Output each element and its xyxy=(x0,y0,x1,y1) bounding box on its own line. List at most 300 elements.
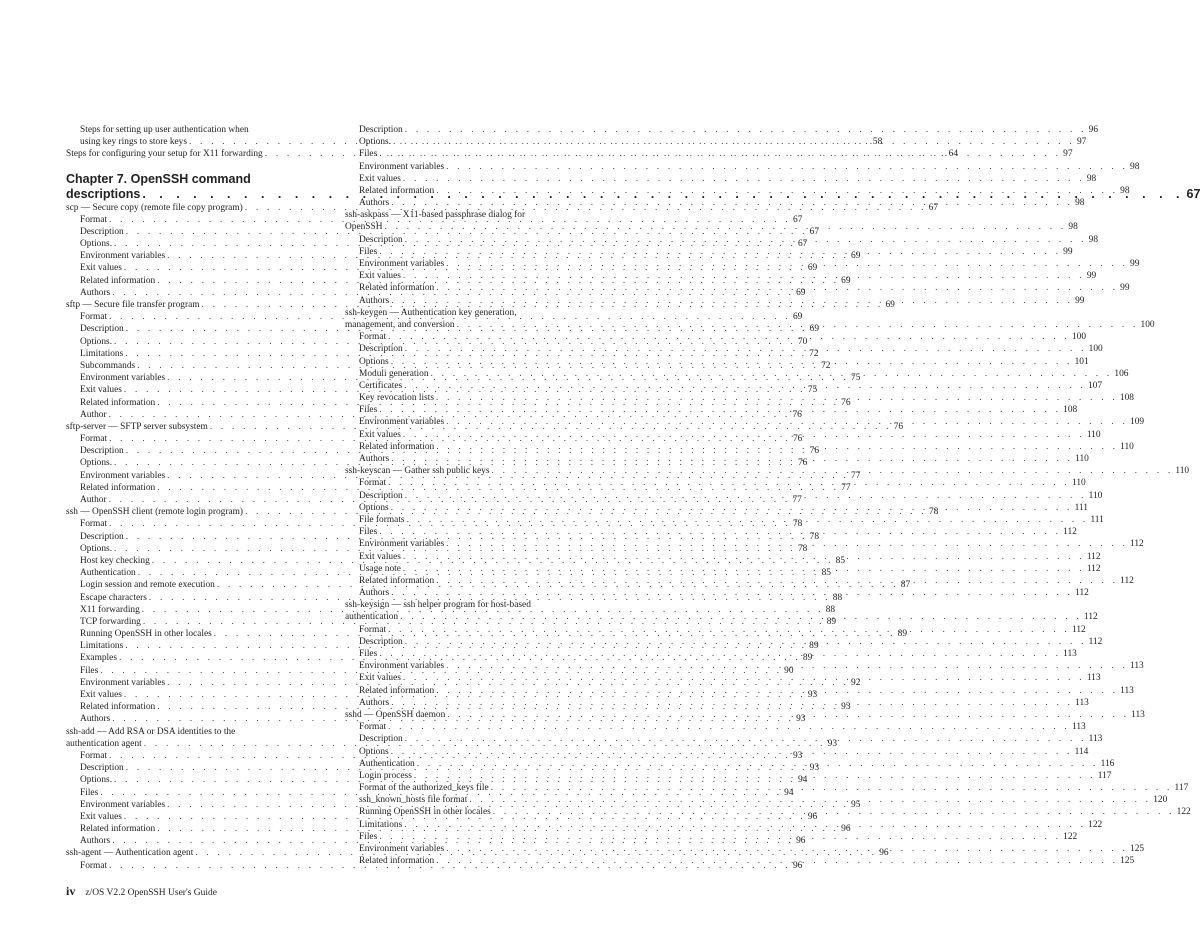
toc-entry-label: Running OpenSSH in other locales xyxy=(80,629,212,640)
toc-entry-label: Authors xyxy=(359,697,390,708)
toc-entry-page: 108 xyxy=(1119,393,1134,404)
toc-entry-label: Environment variables xyxy=(359,539,445,550)
toc-entry-label: Related information xyxy=(359,283,435,294)
toc-entry-label: Description xyxy=(359,490,403,501)
toc-entry-page: 112 xyxy=(1084,612,1098,623)
toc-entry-page: 90 xyxy=(784,665,794,676)
chapter-entry-label: descriptions xyxy=(66,186,141,201)
toc-entry-label: Related information xyxy=(359,685,435,696)
toc-entry-page: 107 xyxy=(1088,380,1103,391)
dot-leader xyxy=(398,611,1084,623)
toc-entry-label: authentication agent xyxy=(66,738,142,749)
toc-entry-label: Description xyxy=(359,124,403,135)
toc-entry-page: 110 xyxy=(1086,429,1101,440)
toc-entry-label: Related information xyxy=(359,441,435,452)
toc-entry-page: 93 xyxy=(807,690,818,701)
toc-entry-page: 76 xyxy=(792,409,802,420)
toc-entry-page: 67 xyxy=(792,214,803,225)
dot-leader xyxy=(386,721,1072,733)
dot-leader xyxy=(386,477,1072,489)
dot-leader xyxy=(377,404,1063,416)
toc-entry-label: Exit values xyxy=(80,811,122,822)
toc-entry-label: Files xyxy=(80,787,99,798)
toc-entry-page: 92 xyxy=(851,677,861,688)
toc-entry-page: 93 xyxy=(809,763,820,774)
toc-entry-page: 112 xyxy=(1071,624,1086,635)
toc-entry-label: Format xyxy=(80,750,108,761)
toc-entry-label: Login process xyxy=(359,770,412,781)
toc-entry-page: 93 xyxy=(796,714,806,725)
toc-entry-page: 122 xyxy=(1176,807,1191,818)
toc-entry-page: 69 xyxy=(885,300,895,311)
toc-entry-page: 96 xyxy=(879,848,889,859)
toc-entry-page: 110 xyxy=(1075,454,1089,465)
toc-entry-page: 69 xyxy=(792,312,803,323)
dot-leader xyxy=(403,490,1089,502)
toc-entry-page: 85 xyxy=(821,568,831,579)
toc-entry-text: ssh-askpass — X11-based passphrase dialog for xyxy=(345,210,526,221)
toc-entry-page: 113 xyxy=(1120,685,1134,696)
toc-entry-label: Format xyxy=(80,860,108,871)
toc-entry-label: Description xyxy=(359,234,403,245)
toc-entry-label: Exit values xyxy=(359,673,401,684)
toc-entry-label: Authors xyxy=(359,295,390,306)
toc-entry-page: 122 xyxy=(1088,819,1103,830)
dot-leader xyxy=(434,855,1120,867)
toc-entry-page: 93 xyxy=(841,702,851,713)
toc-entry-page: 113 xyxy=(1088,734,1103,745)
toc-entry-page: 76 xyxy=(809,446,820,457)
dot-leader xyxy=(402,380,1088,392)
dot-leader xyxy=(403,733,1089,745)
toc-entry-label: Author xyxy=(80,409,107,420)
dot-leader xyxy=(377,831,1063,843)
toc-entry-page: 64 xyxy=(948,149,959,160)
toc-entry-label: Escape characters xyxy=(80,592,147,603)
page-footer xyxy=(66,884,217,899)
dot-leader xyxy=(455,319,1141,331)
toc-entry-label: Limitations xyxy=(80,348,124,359)
dot-leader xyxy=(445,709,1131,721)
toc-entry-page: 67 xyxy=(809,226,820,237)
toc-entry-label: Exit values xyxy=(80,690,122,701)
toc-entry-page: 114 xyxy=(1074,746,1089,757)
toc-entry-page: 94 xyxy=(784,787,794,798)
toc-entry-page: 99 xyxy=(1075,295,1085,306)
toc-entry-label: using key rings to store keys xyxy=(80,137,188,148)
toc-entry-page: 112 xyxy=(1088,636,1103,647)
toc-entry-label: ssh-keyscan — Gather ssh public keys xyxy=(345,466,490,477)
toc-entry-label: ssh_known_hosts file format xyxy=(359,795,468,806)
toc-entry-label: Options xyxy=(359,502,389,513)
toc-entry-page: 58 xyxy=(872,137,883,148)
toc-entry-label: Environment variables xyxy=(359,661,445,672)
toc-entry-page: 113 xyxy=(1130,661,1144,672)
toc-entry-label: Files xyxy=(359,149,378,160)
toc-entry-label: OpenSSH xyxy=(345,222,383,233)
toc-entry-page: 117 xyxy=(1174,783,1189,794)
toc-entry-page: 112 xyxy=(1086,563,1101,574)
toc-entry-page: 110 xyxy=(1071,478,1086,489)
dot-leader xyxy=(389,356,1075,368)
toc-entry-label: TCP forwarding xyxy=(80,616,141,627)
toc-entry-page: 89 xyxy=(802,653,813,664)
dot-leader xyxy=(403,124,1089,136)
dot-leader xyxy=(415,758,1101,770)
toc-entry-page: 98 xyxy=(1075,198,1085,209)
toc-entry-page: 112 xyxy=(1130,539,1144,550)
toc-entry-label: ssh — OpenSSH client (remote login program) xyxy=(66,507,244,518)
toc-entry-page: 89 xyxy=(897,629,908,640)
toc-entry-label: Examples xyxy=(80,653,117,664)
dot-leader xyxy=(444,161,1130,173)
toc-entry-label: Environment variables xyxy=(80,799,166,810)
toc-subsection-entry[interactable] xyxy=(66,482,851,494)
toc-entry-page: 76 xyxy=(893,421,904,432)
dot-leader xyxy=(401,429,1087,441)
toc-entry-label: Options. xyxy=(80,458,113,469)
toc-entry-page: 96 xyxy=(807,811,818,822)
toc-entry-label: Format xyxy=(80,519,108,530)
toc-entry-page: 100 xyxy=(1088,344,1103,355)
dot-leader xyxy=(389,697,1075,709)
toc-entry-page: 117 xyxy=(1097,770,1112,781)
toc-entry-label: Options xyxy=(359,356,389,367)
toc-entry-page: 75 xyxy=(807,385,818,396)
dot-leader xyxy=(403,234,1089,246)
toc-entry-page: 113 xyxy=(1075,697,1089,708)
toc-entry-page: 88 xyxy=(832,592,843,603)
toc-entry-label: Format xyxy=(80,214,108,225)
toc-entry-label: Exit values xyxy=(359,551,401,562)
toc-entry-text: ssh-add — Add RSA or DSA identities to the xyxy=(66,726,236,737)
toc-entry-label: Options. xyxy=(80,543,113,554)
toc-entry-page: 97 xyxy=(1076,137,1087,148)
dot-leader xyxy=(444,258,1130,270)
toc-entry-page: 69 xyxy=(807,263,818,274)
toc-entry-label: Moduli generation xyxy=(359,368,429,379)
dot-leader xyxy=(389,502,1075,514)
toc-entry-page: 113 xyxy=(1131,709,1145,720)
dot-leader xyxy=(383,221,1069,233)
toc-entry-page: 75 xyxy=(851,373,861,384)
dot-leader xyxy=(401,551,1087,563)
toc-entry-page: 96 xyxy=(796,836,806,847)
toc-entry-label: Related information xyxy=(359,185,435,196)
toc-entry-page: 113 xyxy=(1086,673,1101,684)
toc-entry-label: Format xyxy=(80,434,108,445)
dot-leader xyxy=(444,538,1130,550)
toc-entry-label: Authors xyxy=(80,836,111,847)
toc-entry-page: 110 xyxy=(1120,441,1134,452)
toc-entry-label: Authentication xyxy=(359,758,415,769)
toc-subsection-entry[interactable] xyxy=(345,721,1086,733)
dot-leader xyxy=(491,806,1177,818)
toc-entry-label: Host key checking xyxy=(80,555,150,566)
toc-entry-label: Files xyxy=(80,665,99,676)
dot-leader xyxy=(389,453,1075,465)
toc-entry-page: 109 xyxy=(1130,417,1145,428)
toc-entry-page: 122 xyxy=(1063,831,1078,842)
toc-entry-label: Environment variables xyxy=(359,161,445,172)
toc-entry-page: 70 xyxy=(797,336,808,347)
toc-entry-label: Environment variables xyxy=(80,251,166,262)
toc-entry-label: Files xyxy=(359,649,378,660)
toc-entry-label: Files xyxy=(359,831,378,842)
toc-entry-label: Exit values xyxy=(80,385,122,396)
chapter-title: Chapter 7. OpenSSH command xyxy=(66,171,251,186)
toc-entry-page: 100 xyxy=(1140,319,1155,330)
toc-entry-label: sftp — Secure file transfer program xyxy=(66,300,200,311)
toc-entry-label: Limitations xyxy=(80,641,124,652)
toc-entry-label: Files xyxy=(359,405,378,416)
dot-leader xyxy=(386,624,1072,636)
toc-entry-label: Exit values xyxy=(80,263,122,274)
dot-leader xyxy=(377,148,1063,160)
toc-entry-text: ssh-keygen — Authentication key generation, xyxy=(345,307,517,318)
toc-entry-page: 77 xyxy=(841,482,851,493)
dot-leader xyxy=(402,819,1088,831)
dot-leader xyxy=(389,197,1075,209)
toc-entry-page: 95 xyxy=(851,799,861,810)
toc-entry-label: Related information xyxy=(359,575,435,586)
toc-entry-page: 100 xyxy=(1071,332,1087,343)
toc-entry-label: Certificates xyxy=(359,380,403,391)
toc-entry-page: 72 xyxy=(821,360,831,371)
toc-entry-label: Description xyxy=(80,324,124,335)
toc-entry-label: Options. xyxy=(80,775,113,786)
dot-leader xyxy=(389,587,1075,599)
toc-entry-page: 113 xyxy=(1071,722,1086,733)
toc-entry-label: scp — Secure copy (remote file copy program) xyxy=(66,202,243,213)
toc-entry-page: 67 xyxy=(928,202,939,213)
toc-entry-page: 93 xyxy=(792,750,803,761)
toc-entry-page: 99 xyxy=(1120,283,1130,294)
dot-leader xyxy=(434,392,1120,404)
toc-entry-page: 125 xyxy=(1130,844,1145,855)
toc-entry-page: 113 xyxy=(1063,649,1077,660)
toc-entry-label: Options. xyxy=(80,239,113,250)
toc-entry-page: 98 xyxy=(1086,173,1097,184)
toc-entry-label: Key revocation lists xyxy=(359,393,434,404)
toc-entry-label: Format xyxy=(80,312,108,323)
toc-entry-label: Authors xyxy=(359,588,390,599)
toc-entry-page: 120 xyxy=(1153,795,1168,806)
dot-leader xyxy=(429,368,1115,380)
toc-entry-label: Related information xyxy=(80,275,156,286)
toc-entry-page: 69 xyxy=(809,324,820,335)
dot-leader xyxy=(434,282,1120,294)
toc-entry-label: Related information xyxy=(80,482,156,493)
toc-entry-label: Exit values xyxy=(359,173,401,184)
toc-entry-page: 98 xyxy=(1088,234,1099,245)
toc-entry-label: Limitations xyxy=(359,819,403,830)
toc-entry-label: Environment variables xyxy=(80,373,166,384)
dot-leader xyxy=(405,514,1091,526)
toc-entry-label: Options xyxy=(359,746,389,757)
toc-entry-label: Description xyxy=(80,763,124,774)
dot-leader xyxy=(377,246,1063,258)
toc-entry-label: Files xyxy=(359,246,378,257)
dot-leader xyxy=(401,672,1087,684)
toc-entry-page: 87 xyxy=(900,580,911,591)
toc-entry-label: Options. xyxy=(80,336,113,347)
dot-leader xyxy=(412,770,1098,782)
toc-entry-label: ssh-agent — Authentication agent xyxy=(66,848,194,859)
dot-leader xyxy=(434,185,1120,197)
dot-leader xyxy=(401,173,1087,185)
dot-leader xyxy=(434,575,1120,587)
dot-leader xyxy=(401,563,1087,575)
toc-entry-label: Description xyxy=(80,446,124,457)
dot-leader xyxy=(444,660,1130,672)
toc-entry-page: 99 xyxy=(1130,259,1140,270)
dot-leader xyxy=(434,441,1120,453)
toc-entry-page: 97 xyxy=(1063,149,1073,160)
toc-subsection-entry[interactable] xyxy=(345,161,1140,173)
toc-entry-page: 125 xyxy=(1120,856,1135,867)
toc-entry-page: 112 xyxy=(1120,575,1134,586)
toc-entry-page: 76 xyxy=(792,434,803,445)
toc-entry-page: 78 xyxy=(797,543,808,554)
toc-entry-label: Related information xyxy=(359,856,435,867)
toc-entry-page: 89 xyxy=(809,641,819,652)
toc-entry-page: 94 xyxy=(797,775,808,786)
toc-entry-page: 76 xyxy=(841,397,851,408)
toc-entry-label: Format of the authorized_keys file xyxy=(359,783,489,794)
toc-entry-label: Authors xyxy=(359,198,390,209)
toc-entry-label: Description xyxy=(359,734,403,745)
dot-leader xyxy=(403,636,1089,648)
toc-entry-label: Subcommands xyxy=(80,360,136,371)
toc-entry-page: 77 xyxy=(792,495,802,506)
toc-entry-label: Environment variables xyxy=(359,844,445,855)
toc-entry-page: 93 xyxy=(827,738,838,749)
toc-entry-label: Running OpenSSH in other locales xyxy=(359,807,491,818)
dot-leader xyxy=(444,843,1130,855)
toc-entry-label: Description xyxy=(80,531,124,542)
toc-entry-page: 110 xyxy=(1175,466,1190,477)
toc-entry-page: 96 xyxy=(792,860,803,871)
toc-entry-page: 78 xyxy=(792,519,803,530)
toc-entry-label: Environment variables xyxy=(359,417,445,428)
toc-entry-label: Format xyxy=(359,332,387,343)
toc-entry-label: Usage note xyxy=(359,563,401,574)
toc-entry-page: 77 xyxy=(851,470,861,481)
toc-entry-label: Steps for configuring your setup for X11 forwarding xyxy=(66,149,263,160)
dot-leader xyxy=(444,416,1130,428)
toc-entry-label: sftp-server — SFTP server subsystem xyxy=(66,421,208,432)
toc-entry-page: 106 xyxy=(1114,368,1129,379)
toc-entry-page: 99 xyxy=(1063,246,1073,257)
toc-entry-label: Exit values xyxy=(359,429,401,440)
toc-entry-label: Authors xyxy=(359,454,390,465)
toc-subsection-entry[interactable] xyxy=(345,173,1097,185)
dot-leader xyxy=(467,794,1153,806)
toc-entry-label: Description xyxy=(359,636,403,647)
toc-entry-label: Related information xyxy=(80,702,156,713)
toc-entry-label: File formats xyxy=(359,514,405,525)
toc-entry-page: 112 xyxy=(1063,527,1077,538)
toc-entry-page: 108 xyxy=(1063,405,1078,416)
toc-entry-page: 76 xyxy=(797,458,808,469)
toc-entry-label: Login session and remote execution xyxy=(80,580,215,591)
toc-entry-page: 112 xyxy=(1086,551,1101,562)
toc-entry-page: 89 xyxy=(826,616,837,627)
toc-entry-label: Options. xyxy=(359,137,392,148)
toc-entry-page: 116 xyxy=(1100,758,1115,769)
toc-entry-label: Author xyxy=(80,495,107,506)
toc-entry-page: 88 xyxy=(825,604,836,615)
toc-entry-page: 96 xyxy=(841,824,851,835)
toc-entry-page: 69 xyxy=(851,251,861,262)
toc-subsection-entry[interactable] xyxy=(345,124,1099,136)
toc-entry-page: 69 xyxy=(796,287,806,298)
toc-entry-page: 112 xyxy=(1075,588,1089,599)
toc-entry-label: Authors xyxy=(80,287,111,298)
toc-entry-page: 72 xyxy=(809,348,819,359)
dot-leader xyxy=(377,526,1063,538)
dot-leader xyxy=(377,648,1063,660)
toc-entry-label: Environment variables xyxy=(359,259,445,270)
toc-entry-label: Format xyxy=(359,624,387,635)
toc-entry-page: 96 xyxy=(1088,124,1099,135)
toc-entry-page: 99 xyxy=(1086,271,1097,282)
dot-leader xyxy=(489,782,1175,794)
dot-leader xyxy=(434,685,1120,697)
toc-entry-label: X11 forwarding xyxy=(80,604,140,615)
dot-leader xyxy=(389,746,1075,758)
toc-entry-text: Steps for setting up user authentication when xyxy=(80,125,249,135)
dot-leader xyxy=(386,331,1072,343)
dot-leader xyxy=(391,136,1077,148)
toc-entry-label: authentication xyxy=(345,612,399,623)
toc-entry-page: 111 xyxy=(1074,502,1088,513)
toc-entry-label: Authentication xyxy=(80,568,136,579)
toc-entry-label: Environment variables xyxy=(80,470,166,481)
toc-entry-page: 98 xyxy=(1120,185,1130,196)
toc-entry-page: 67 xyxy=(797,239,808,250)
dot-leader xyxy=(403,343,1089,355)
toc-entry-page: 110 xyxy=(1088,490,1103,501)
chapter-entry-page: 67 xyxy=(1186,186,1200,201)
toc-entry-label: Format xyxy=(359,478,387,489)
footer-book-title: z/OS V2.2 OpenSSH User's Guide xyxy=(85,888,217,898)
toc-entry-page: 98 xyxy=(1130,161,1140,172)
toc-entry-label: Related information xyxy=(80,397,156,408)
dot-leader xyxy=(401,270,1087,282)
toc-entry-label: Exit values xyxy=(359,271,401,282)
toc-subsection-entry[interactable] xyxy=(345,185,1130,197)
toc-entry-label: Format xyxy=(359,722,387,733)
toc-entry-page: 78 xyxy=(928,507,939,518)
dot-leader xyxy=(389,295,1075,307)
footer-page-number: iv xyxy=(66,884,76,898)
toc-entry-label: Related information xyxy=(80,824,156,835)
toc-entry-page: 98 xyxy=(1068,222,1078,233)
toc-entry-label: Description xyxy=(80,226,124,237)
toc-entry-label: Files xyxy=(359,527,378,538)
toc-entry-text: ssh-keysign — ssh helper program for host-based xyxy=(345,600,531,611)
dot-leader xyxy=(490,465,1176,477)
toc-entry-label: sshd — OpenSSH daemon xyxy=(345,709,446,720)
toc-entry-label: Description xyxy=(359,344,403,355)
toc-entry-page: 85 xyxy=(835,555,846,566)
toc-entry-label: Environment variables xyxy=(80,677,166,688)
toc-entry-page: 111 xyxy=(1090,514,1104,525)
toc-entry-page: 101 xyxy=(1074,356,1089,367)
toc-entry-label: management, and conversion xyxy=(345,319,455,330)
